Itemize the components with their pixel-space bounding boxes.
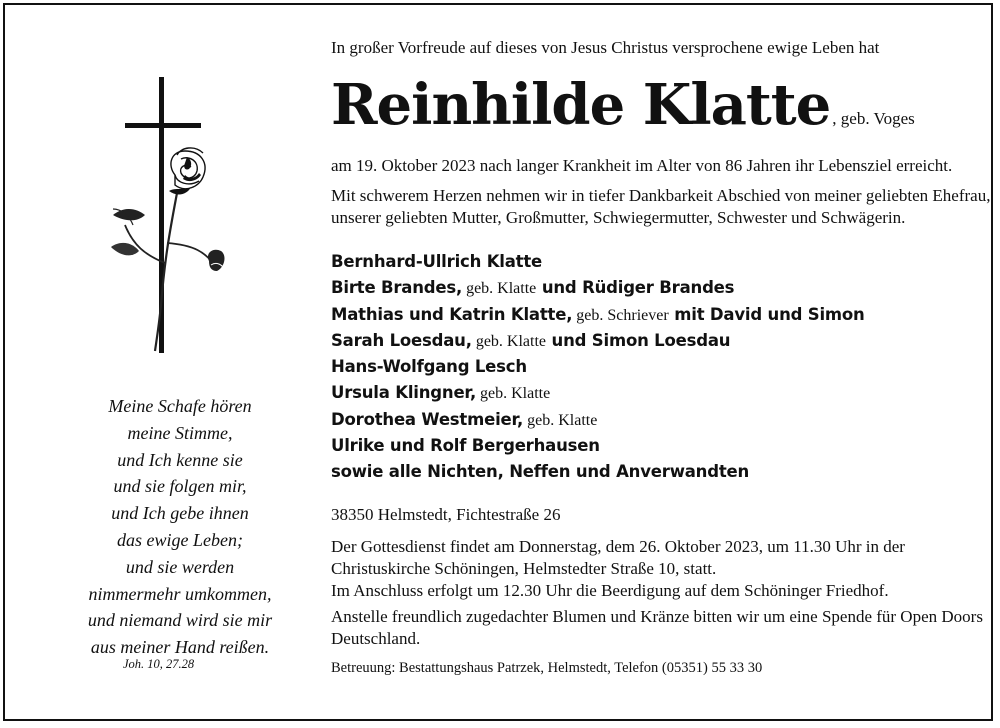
verse-line: und sie werden <box>125 556 235 577</box>
mourners-list <box>331 249 991 486</box>
verse-reference: Joh. 10, 27.28 <box>123 657 195 671</box>
mourner-nee: geb. Schriever <box>572 306 669 324</box>
name-row <box>331 72 991 147</box>
verse-line: aus meiner Hand reißen. <box>90 637 270 658</box>
left-column <box>5 5 305 705</box>
mourner-extra: und Rüdiger Brandes <box>536 278 735 298</box>
farewell-text: Mit schwerem Herzen nehmen wir in tiefer Dankbarkeit Abschied von meiner geliebten Ehefrau, unserer geliebten Mutter, Großmutter, Schwiegermutter, Schwester und Schwägerin. <box>331 186 991 227</box>
mourner-line <box>331 354 991 380</box>
undertaker-info: Betreuung: Bestattungshaus Patrzek, Helmstedt, Telefon (05351) 55 33 30 <box>331 659 763 676</box>
obituary-frame <box>3 3 993 721</box>
mourner-name: Dorothea Westmeier, <box>331 409 524 429</box>
mourner-nee: geb. Klatte <box>476 385 551 403</box>
right-column <box>331 37 991 678</box>
mourner-nee: geb. Klatte <box>471 332 547 350</box>
mourner-line <box>331 328 991 354</box>
mourner-line <box>331 407 991 433</box>
verse-line: nimmermehr umkommen, <box>88 583 272 604</box>
mourner-line <box>331 249 991 275</box>
mourner-name: Mathias und Katrin Klatte, <box>331 304 573 324</box>
intro-text: In großer Vorfreude auf dieses von Jesus Christus versprochene ewige Leben hat <box>331 38 880 57</box>
verse-line: meine Stimme, <box>127 422 233 443</box>
mourner-line <box>331 275 991 301</box>
cross-with-rose-icon <box>105 75 235 355</box>
mourner-extra: mit David und Simon <box>668 304 865 324</box>
mourner-name: Hans-Wolfgang Lesch <box>331 357 527 377</box>
mourner-line <box>331 302 991 328</box>
service-text: Der Gottesdienst findet am Donnerstag, dem 26. Oktober 2023, um 11.30 Uhr in der Christuskirche Schöningen, Helmstedter Straße 10, statt. <box>331 536 905 578</box>
verse-line: und Ich gebe ihnen <box>111 503 249 524</box>
mourner-name: Birte Brandes, <box>331 278 463 298</box>
deceased-name: Reinhilde Klatte <box>331 72 831 138</box>
verse-line: und Ich kenne sie <box>117 449 243 470</box>
mourner-name: Sarah Loesdau, <box>331 330 472 350</box>
mourner-nee: geb. Klatte <box>462 280 537 298</box>
mourner-line <box>331 459 991 485</box>
verse-line: das ewige Leben; <box>117 529 243 550</box>
mourner-nee: geb. Klatte <box>523 411 598 429</box>
mourner-name: sowie alle Nichten, Neffen und Anverwandten <box>331 462 750 482</box>
service-info <box>331 536 991 602</box>
birth-name: , geb. Voges <box>832 109 915 128</box>
bible-verse <box>45 393 315 661</box>
mourner-name: Bernhard-Ullrich Klatte <box>331 252 543 271</box>
mourner-name: Ursula Klingner, <box>331 383 477 403</box>
mourner-name: Ulrike und Rolf Bergerhausen <box>331 436 600 456</box>
mourner-line <box>331 433 991 459</box>
donation-request: Anstelle freundlich zugedachter Blumen und Kränze bitten wir um eine Spende für Open Doors Deutschland. <box>331 606 983 648</box>
death-text: am 19. Oktober 2023 nach langer Krankheit im Alter von 86 Jahren ihr Lebensziel erreicht. <box>331 156 953 175</box>
verse-line: und niemand wird sie mir <box>87 610 273 631</box>
verse-line: und sie folgen mir, <box>113 476 247 497</box>
mourner-extra: und Simon Loesdau <box>546 330 731 350</box>
mourner-line <box>331 380 991 406</box>
verse-line: Meine Schafe hören <box>108 396 252 416</box>
burial-text: Im Anschluss erfolgt um 12.30 Uhr die Beerdigung auf dem Schöninger Friedhof. <box>331 580 889 600</box>
family-address: 38350 Helmstedt, Fichtestraße 26 <box>331 504 561 524</box>
